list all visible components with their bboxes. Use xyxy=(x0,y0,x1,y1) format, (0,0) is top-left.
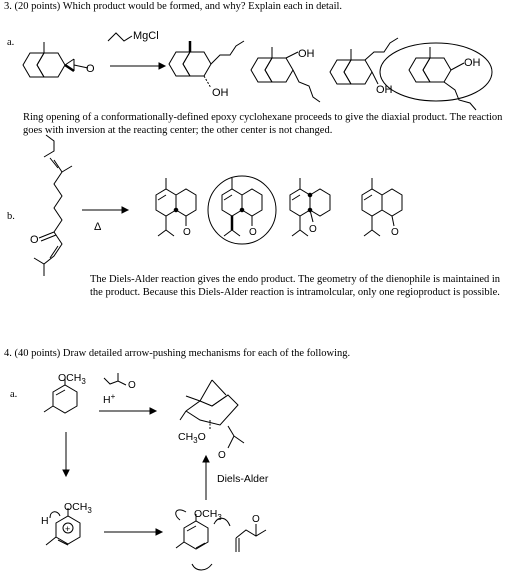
lower-reaction-arrow xyxy=(104,529,162,535)
down-arrow xyxy=(63,432,69,476)
svg-text:OCH3: $OCH_3$ xyxy=(58,372,86,386)
up-arrow xyxy=(203,456,269,500)
svg-text:OCH3: $OCH_3$ xyxy=(194,508,222,522)
svg-text:OH: OH xyxy=(298,48,315,60)
heat-symbol: Δ xyxy=(94,221,102,233)
part-3a-label: a. xyxy=(7,37,15,48)
svg-text:+: + xyxy=(65,524,71,534)
epoxide-oxygen: O xyxy=(86,63,95,75)
svg-text:O: O xyxy=(252,514,260,525)
decalone-option-1 xyxy=(156,178,196,238)
svg-text:O: O xyxy=(128,380,136,391)
grignard-label: MgCl xyxy=(133,30,159,42)
svg-text:O: O xyxy=(218,450,226,461)
diene-with-arrows xyxy=(176,508,230,570)
bicyclic-product xyxy=(178,380,244,461)
svg-text:O: O xyxy=(391,227,399,238)
oxocarbenium-cation xyxy=(41,501,92,545)
top-reaction-arrow xyxy=(99,408,156,414)
product-option-4-circled xyxy=(380,43,492,110)
svg-text:OH: OH xyxy=(212,87,229,99)
part-3b-explanation: The Diels-Alder reaction gives the endo product. The geometry of the dienophile is maintained in the product. Because this Diels-Alder reaction is intramolcular, only one regioproduct is possible. xyxy=(90,274,501,298)
part-3b-label: b. xyxy=(7,211,15,222)
problem3-heading: 3. (20 points) Which product would be formed, and why? Explain each in detail. xyxy=(4,1,343,12)
product-option-2 xyxy=(251,47,320,102)
methoxy-diene-start xyxy=(44,372,86,413)
part-4a-label: a. xyxy=(10,389,18,400)
decalone-option-2-circled xyxy=(208,176,276,244)
svg-text:O: O xyxy=(309,224,317,235)
svg-text:OH: OH xyxy=(464,57,481,69)
decalone-option-3 xyxy=(290,178,330,236)
svg-text:CH3O: $CH_3O$ xyxy=(178,431,206,445)
enone-dienophile xyxy=(236,514,266,552)
svg-text:O: O xyxy=(183,227,191,238)
heat-arrow xyxy=(82,207,128,233)
svg-text:OH: OH xyxy=(376,84,393,96)
svg-text:O: O xyxy=(249,227,257,238)
product-option-1 xyxy=(169,41,244,99)
svg-text:H+: H+ xyxy=(103,392,116,406)
decalone-option-4 xyxy=(362,178,402,238)
allyl-grignard xyxy=(108,30,165,69)
diels-alder-label: Diels-Alder xyxy=(217,473,269,485)
part-3a-explanation: Ring opening of a conformationally-defined epoxy cyclohexane proceeds to give the diaxial product. The reaction goes with inversion at the reacting center; the other center is not changed. xyxy=(23,112,503,136)
dienone-oxygen: O xyxy=(30,234,39,246)
methyl-vinyl-ketone xyxy=(103,373,136,406)
svg-text:OCH3: $OCH_3$ xyxy=(64,501,92,515)
epoxide-starting-material xyxy=(23,42,95,77)
triene-starting-material xyxy=(30,135,72,276)
problem4-heading: 4. (40 points) Draw detailed arrow-pushing mechanisms for each of the following. xyxy=(4,348,351,359)
svg-text:H: H xyxy=(41,515,49,527)
